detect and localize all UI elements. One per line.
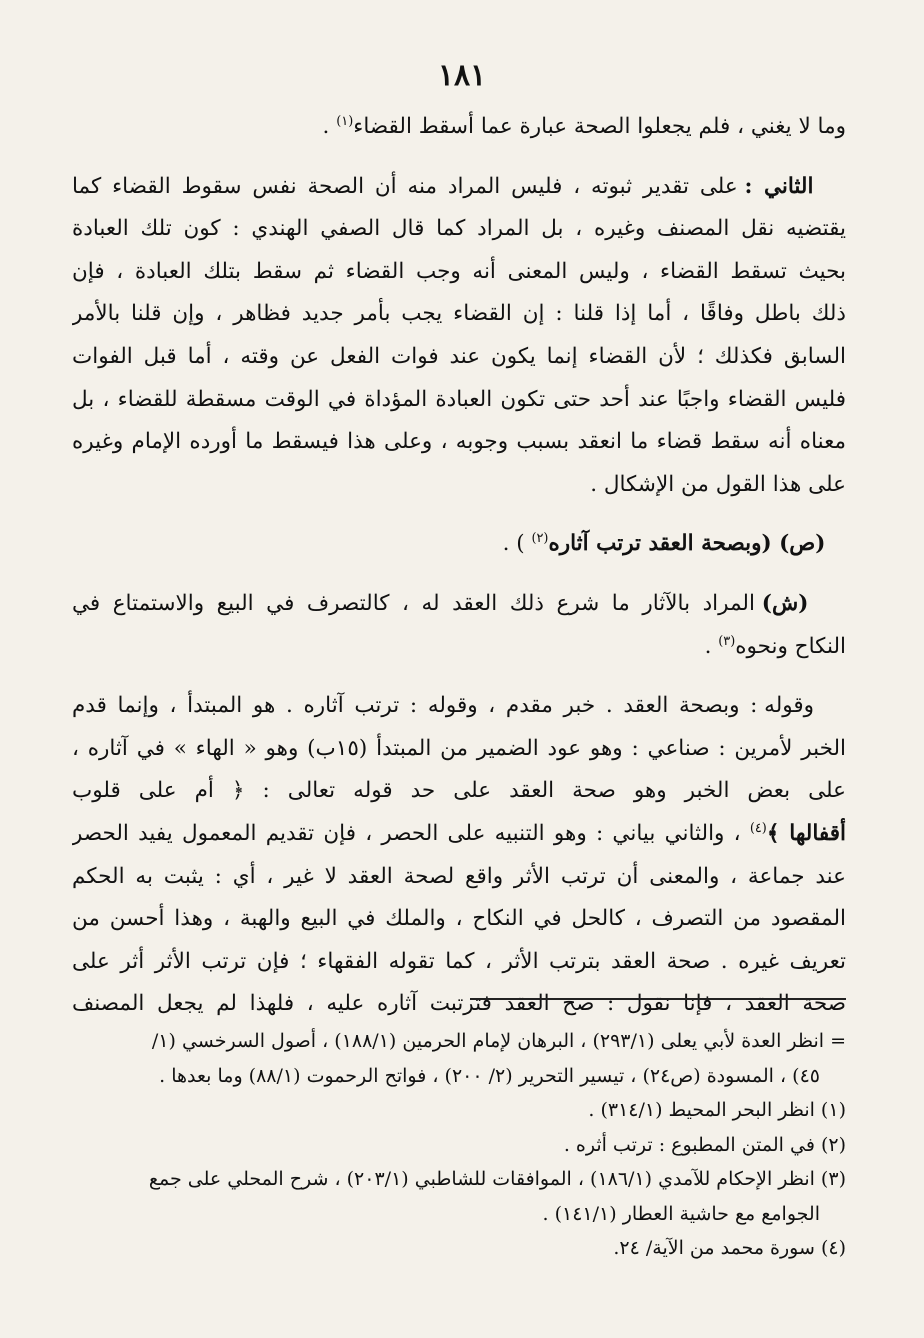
text-line: تعريف غيره . صحة العقد بترتب الأثر ، كما تقوله الفقهاء ؛ فإن ترتب الأثر أثر على (72, 948, 846, 974)
footnote: (٣) انظر الإحكام للآمدي (١٨٦/١) ، الموافقات للشاطبي (٢٠٣/١) ، شرح المحلي على جمع (148, 1168, 846, 1190)
quran-quote: أقفالها ﴾ (766, 820, 846, 846)
text-line: الخبر لأمرين : صناعي : وهو عود الضمير من المبتدأ (١٥ب) وهو « الهاء » في آثاره ، (72, 735, 846, 761)
text-line: وما لا يغني ، فلم يجعلوا الصحة عبارة عما أسقط القضاء$^{(١)}$ . (322, 113, 846, 139)
footnote-ref: (٣) (718, 633, 736, 649)
text-line: عند جماعة ، والمعنى أن ترتب الأثر واقع لصحة العقد لا غير ، أي : يثبت به الحكم (72, 863, 846, 889)
footnote-ref: (٢) (531, 531, 549, 547)
text-line: (ش) المراد بالآثار ما شرع ذلك العقد له ، كالتصرف في البيع والاستمتاع في (72, 590, 809, 616)
text-line: فليس القضاء واجبًا عند أحد حتى تكون العبادة المؤداة في الوقت مسقطة للقضاء ، بل (72, 386, 846, 412)
main-text (72, 106, 846, 1026)
footnote-ref: (١) (336, 113, 354, 129)
matn-text: (ص) (وبصحة العقد ترتب آثاره (548, 531, 826, 557)
text-line: على بعض الخبر وهو صحة العقد على حد قوله تعالى : ﴿ أم على قلوب (72, 778, 846, 804)
footnote: (٤) سورة محمد من الآية/ ٢٤. (613, 1237, 846, 1259)
text-line: (ص) (وبصحة العقد ترتب آثاره$^{(٢)}$ ) . (502, 531, 826, 557)
sharh-marker: (ش) (761, 590, 809, 616)
text-line: وقوله : وبصحة العقد . خبر مقدم ، وقوله : ترتب آثاره . هو المبتدأ ، وإنما قدم (72, 693, 815, 719)
page-number: ١٨١ (437, 58, 487, 93)
footnote: الجوامع مع حاشية العطار (١٤١/١) . (542, 1202, 820, 1225)
text-line: أقفالها ﴾$^{(٤)}$ ، والثاني بياني : وهو التنبيه على الحصر ، فإن تقديم المعمول يفيد الحصر (72, 820, 846, 846)
text-line: النكاح ونحوه$^{(٣)}$ . (704, 633, 846, 659)
footnote: (١) انظر البحر المحيط (٣١٤/١) . (588, 1099, 846, 1121)
text-line: يقتضيه نقل المصنف وغيره ، بل المراد كما قال الصفي الهندي : كون تلك العبادة (72, 216, 846, 242)
text-line: السابق فكذلك ؛ لأن القضاء إنما يكون عند فوات الفعل عن وقته ، أما قبل الفوات (72, 343, 846, 369)
text-line: الثاني : على تقدير ثبوته ، فليس المراد منه أن الصحة نفس سقوط القضاء كما (72, 173, 814, 199)
text-line: ذلك باطل وفاقًا ، أما إذا قلنا : إن القضاء يجب بأمر جديد فظاهر ، وإن قلنا بالأمر (72, 301, 846, 327)
text-line: معناه أنه سقط قضاء ما انعقد بسبب وجوبه ، وعلى هذا فيسقط ما أورده الإمام وغيره (72, 429, 846, 455)
footnotes (72, 1024, 846, 1266)
footnote-ref: (٤) (749, 820, 767, 836)
text-line: المقصود من التصرف ، كالحل في النكاح ، والملك في البيع والهبة ، وهذا أحسن من (72, 906, 846, 932)
section-lead: الثاني : (744, 173, 814, 199)
text-line: على هذا القول من الإشكال . (590, 471, 846, 497)
footnote: (٢) في المتن المطبوع : ترتب أثره . (563, 1133, 846, 1156)
text-line: صحة العقد ، فإنا نقول : صح العقد فترتبت آثاره عليه ، فلهذا لم يجعل المصنف (72, 991, 846, 1017)
footnote: ٤٥) ، المسودة (ص٢٤) ، تيسير التحرير (٢/ ٢٠٠) ، فواتح الرحموت (٨٨/١) وما بعدها . (159, 1064, 820, 1087)
footnote-separator (470, 998, 846, 1000)
footnote: = انظر العدة لأبي يعلى (٢٩٣/١) ، البرهان لإمام الحرمين (١٨٨/١) ، أصول السرخسي (١/ (151, 1030, 846, 1052)
text-line: بحيث تسقط القضاء ، وليس المعنى أنه وجب القضاء ثم سقط بتلك العبادة ، فإن (72, 258, 846, 284)
